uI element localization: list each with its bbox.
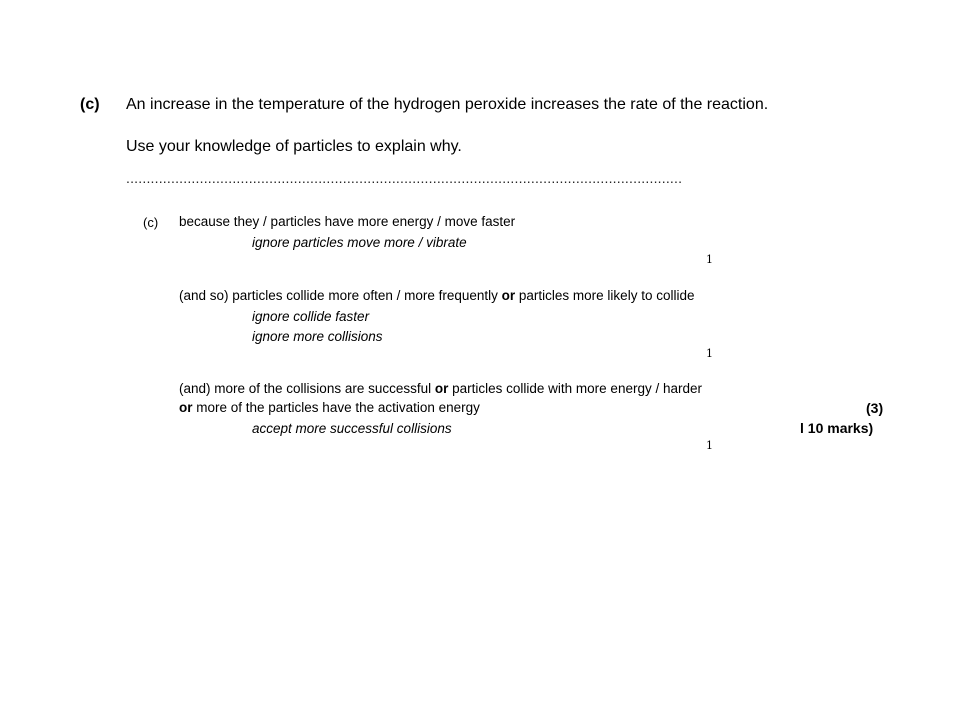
question-instruction: Use your knowledge of particles to explain why. — [126, 138, 462, 155]
mark-point-3-note: accept more successful collisions — [252, 421, 452, 436]
mark-point-2-note-1: ignore collide faster — [252, 309, 370, 324]
mark-point-1-mark: 1 — [706, 253, 713, 266]
mark-point-3-line-1 — [179, 381, 702, 396]
mark-point-2-note-2: ignore more collisions — [252, 329, 383, 344]
mark-point-2 — [179, 288, 694, 303]
part-total-marks: (3) — [866, 400, 884, 416]
answer-line: ........................................................................................................................................ — [126, 170, 683, 186]
mark-point-2-suffix: particles more likely to collide — [515, 288, 695, 303]
or-keyword: or — [179, 400, 193, 415]
mark-point-3-mark: 1 — [706, 439, 713, 452]
or-keyword: or — [434, 381, 449, 396]
question-part-label: (c) — [80, 96, 100, 113]
mark-point-1: because they / particles have more energy / move faster — [179, 214, 516, 229]
mark-point-3-prefix: (and) more of the collisions are successful — [179, 381, 435, 396]
overall-total-marks: l 10 marks) — [800, 420, 874, 436]
mark-scheme-part-label: (c) — [143, 215, 159, 230]
mark-point-3-line-2 — [179, 400, 480, 415]
question-text: An increase in the temperature of the hydrogen peroxide increases the rate of the reaction. — [126, 96, 769, 113]
mark-point-3-suffix: particles collide with more energy / harder — [448, 381, 702, 396]
mark-point-2-prefix: (and so) particles collide more often / more frequently — [179, 288, 502, 303]
mark-point-3-line-2-text: more of the particles have the activation energy — [192, 400, 480, 415]
or-keyword: or — [501, 288, 516, 303]
mark-point-1-note: ignore particles move more / vibrate — [252, 235, 467, 250]
mark-point-2-mark: 1 — [706, 347, 713, 360]
